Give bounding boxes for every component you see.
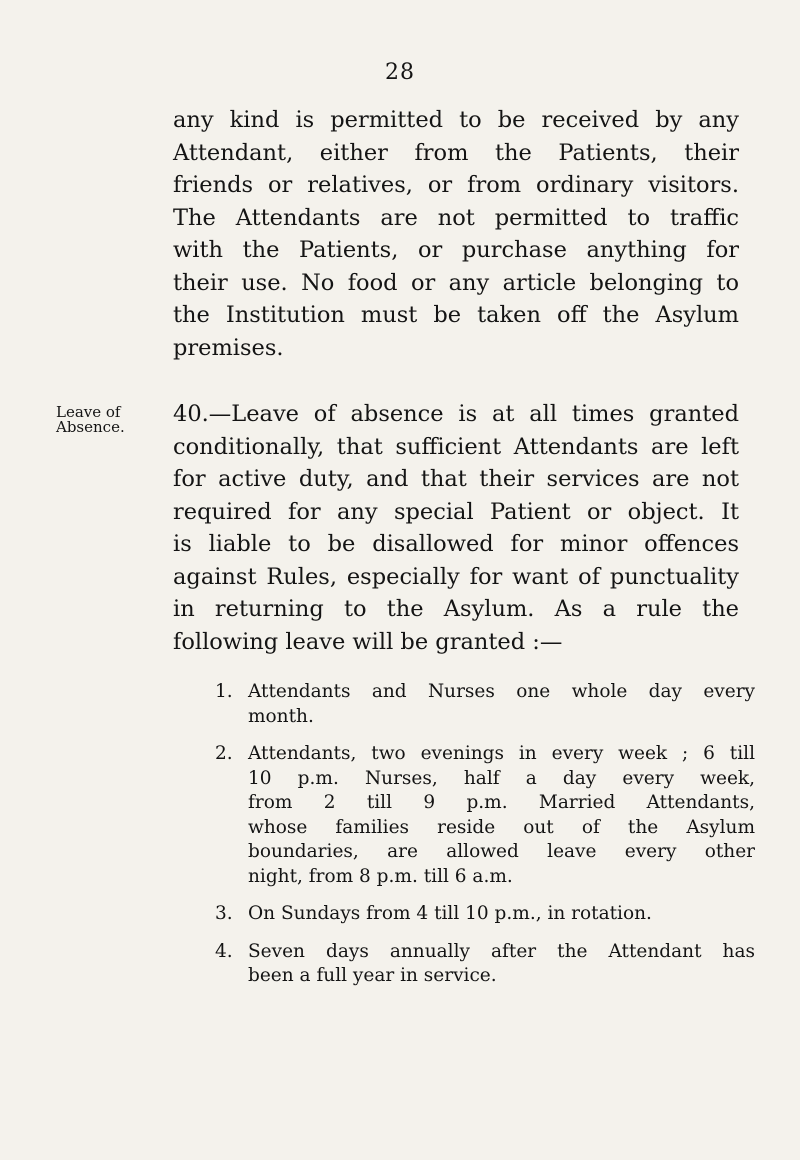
list-line: boundaries, are allowed leave every other: [248, 841, 755, 862]
text-line: Attendant, either from the Patients, their: [173, 139, 739, 166]
list-line: whose families reside out of the Asylum: [248, 816, 755, 838]
paragraph-40: [173, 398, 739, 658]
text-line: premises.: [173, 334, 284, 361]
text-line: the Institution must be taken off the Asylum: [173, 302, 739, 328]
list-number: 4.: [215, 940, 233, 962]
text-line: against Rules, especially for want of punctuality: [173, 563, 739, 590]
text-line: friends or relatives, or from ordinary visitors.: [173, 172, 739, 198]
margin-note-line: Leave of: [56, 403, 121, 421]
text-line: for active duty, and that their services are not: [173, 466, 739, 492]
text-line: The Attendants are not permitted to traffic: [173, 204, 739, 231]
list-line: month.: [248, 705, 314, 727]
leave-list: [215, 680, 755, 1002]
list-line: from 2 till 9 p.m. Married Attendants,: [248, 792, 755, 813]
list-item: [215, 902, 755, 927]
text-line: their use. No food or any article belonging to: [173, 269, 739, 296]
list-line: Attendants and Nurses one whole day every: [248, 681, 755, 702]
text-line: required for any special Patient or object. It: [173, 498, 739, 525]
page-number: 28: [385, 60, 415, 85]
text-line: following leave will be granted :—: [173, 628, 563, 655]
text-line: in returning to the Asylum. As a rule the: [173, 596, 739, 622]
margin-note-line: Absence.: [56, 418, 125, 436]
text-line: 40.—Leave of absence is at all times granted: [173, 401, 739, 427]
list-number: 2.: [215, 743, 233, 764]
list-line: night, from 8 p.m. till 6 a.m.: [248, 865, 513, 887]
list-number: 1.: [215, 681, 233, 702]
list-line: Seven days annually after the Attendant has: [248, 940, 755, 962]
text-line: any kind is permitted to be received by any: [173, 107, 739, 133]
list-line: On Sundays from 4 till 10 p.m., in rotation.: [248, 903, 652, 924]
text-line: conditionally, that sufficient Attendants are left: [173, 433, 739, 460]
list-item: [215, 940, 755, 989]
text-line: with the Patients, or purchase anything for: [173, 237, 739, 263]
list-line: been a full year in service.: [248, 965, 497, 986]
margin-note-leave-of-absence: [56, 405, 156, 435]
text-line: is liable to be disallowed for minor offences: [173, 531, 739, 557]
list-line: Attendants, two evenings in every week ; 6 till: [248, 743, 755, 764]
list-item: [215, 742, 755, 889]
list-number: 3.: [215, 903, 233, 924]
list-item: [215, 680, 755, 729]
list-line: 10 p.m. Nurses, half a day every week,: [248, 767, 755, 789]
paragraph-continuation: [173, 104, 739, 364]
